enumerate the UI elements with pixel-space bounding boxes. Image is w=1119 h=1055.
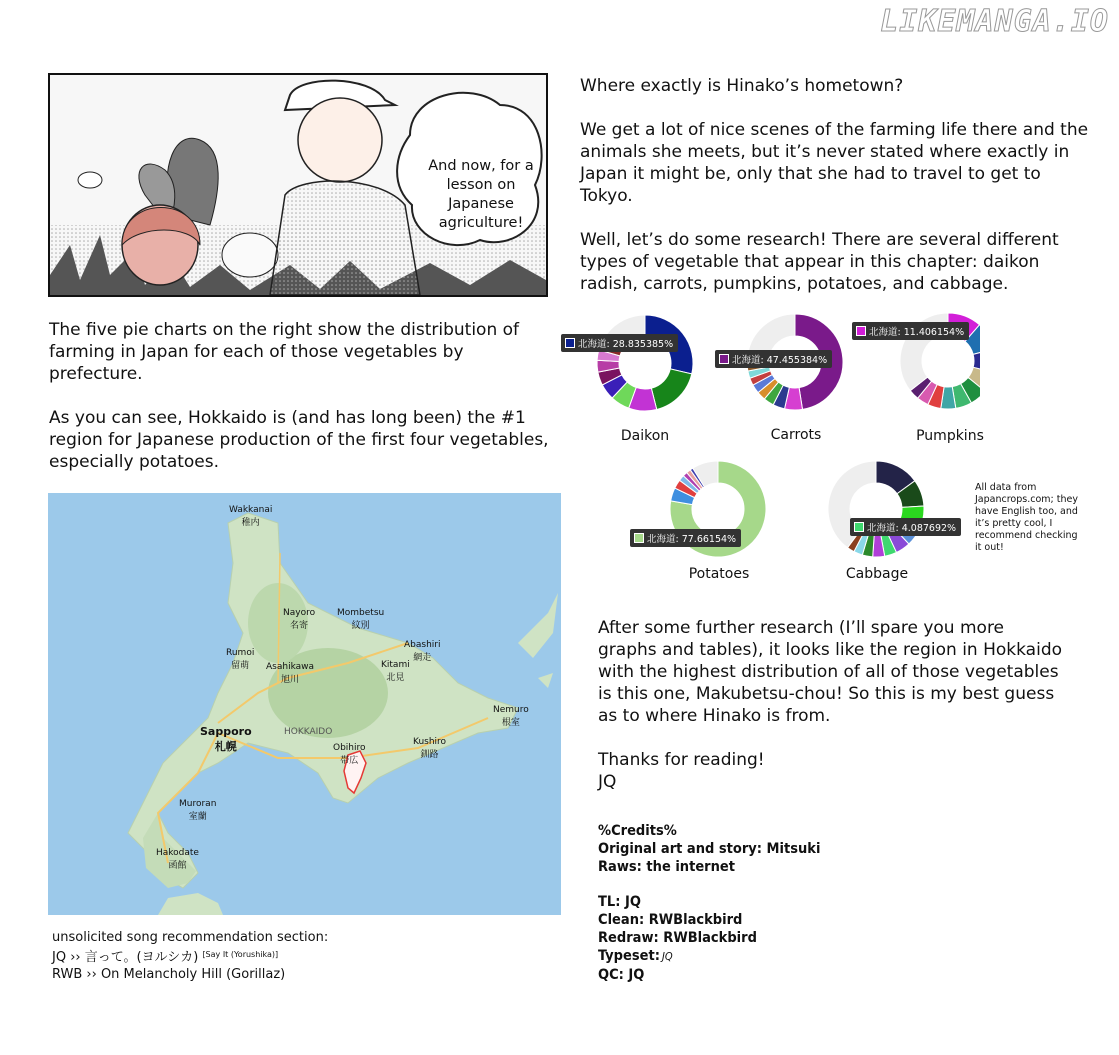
- pie-label-pumpkins: Pumpkins: [916, 428, 984, 444]
- credits-typeset: Typeset: JQ: [598, 948, 673, 964]
- intro-paragraph: We get a lot of nice scenes of the farming life there and the animals she meets, but it’s never stated where exactly in Japan it might be, only that she had to travel to get to Tokyo.: [580, 120, 1089, 206]
- tooltip-daikon: 北海道: 28.835385%: [561, 334, 678, 352]
- tooltip-pumpkins: 北海道: 11.406154%: [852, 322, 969, 340]
- map-label-wakkanai: Wakkanai 稚内: [229, 505, 273, 528]
- credits-tl: TL: JQ: [598, 894, 641, 910]
- pie-cabbage: [828, 461, 924, 557]
- song-heading: unsolicited song recommendation section:: [52, 930, 329, 945]
- manga-panel: [48, 73, 548, 297]
- map-label-muroran: Muroran 室蘭: [179, 799, 217, 822]
- thanks-line: Thanks for reading!: [598, 750, 765, 770]
- credits-title: %Credits%: [598, 823, 677, 839]
- map-label-abashiri: Abashiri 網走: [404, 640, 441, 663]
- hokkaido-explanation: As you can see, Hokkaido is (and has long been) the #1 region for Japanese production of the first four vegetables, especially potatoes.: [49, 408, 549, 472]
- conclusion-paragraph: After some further research (I’ll spare you more graphs and tables), it looks like the region in Hokkaido with the highest distribution of all of those vegetables is this one, Makubetsu-chou! So this is my best guess as to where Hinako is from.: [598, 618, 1063, 726]
- credits-art: Original art and story: Mitsuki: [598, 841, 821, 857]
- hokkaido-map: [48, 493, 561, 915]
- pie-label-carrots: Carrots: [770, 427, 822, 443]
- map-label-hokkaido: HOKKAIDO: [284, 727, 333, 737]
- tooltip-carrots: 北海道: 47.455384%: [715, 350, 832, 368]
- credits-clean: Clean: RWBlackbird: [598, 912, 743, 928]
- map-label-nayoro: Nayoro 名寄: [283, 608, 316, 631]
- song-section: [52, 929, 328, 983]
- site-watermark: LIKEMANGA.IO: [880, 4, 1109, 39]
- credits-redraw: Redraw: RWBlackbird: [598, 930, 757, 946]
- map-label-mombetsu: Mombetsu 紋別: [337, 608, 385, 631]
- pie-explanation: The five pie charts on the right show the distribution of farming in Japan for each of those vegetables by prefecture.: [49, 320, 520, 384]
- signature-line: JQ: [598, 772, 617, 792]
- pie-label-daikon: Daikon: [620, 428, 670, 444]
- pie-daikon: [597, 315, 693, 411]
- intro-question: Where exactly is Hinako’s hometown?: [580, 76, 904, 96]
- map-label-asahikawa: Asahikawa 旭川: [266, 662, 315, 685]
- map-label-sapporo: Sapporo 札幌: [200, 725, 252, 753]
- map-label-hakodate: Hakodate 函館: [156, 848, 199, 871]
- data-source-note: All data from Japancrops.com; they have English too, and it’s pretty cool, I recommend checking it out!: [975, 482, 1078, 553]
- map-art: [48, 493, 561, 915]
- tooltip-cabbage: 北海道: 4.087692%: [850, 518, 961, 536]
- song-line-jq: JQ ›› 言って。(ヨルシカ) [Say It (Yorushika)]: [52, 950, 279, 965]
- tooltip-potatoes: 北海道: 77.66154%: [630, 529, 741, 547]
- research-paragraph: Well, let’s do some research! There are several different types of vegetable that appear in this chapter: daikon radish, carrots, pumpkins, potatoes, and cabbage.: [580, 230, 1059, 294]
- map-label-kitami: Kitami 北見: [381, 660, 410, 683]
- song-line-rwb: RWB ›› On Melancholy Hill (Gorillaz): [52, 967, 286, 982]
- speech-bubble-text: And now, for a lesson on Japanese agriculture!: [428, 158, 534, 231]
- pie-label-cabbage: Cabbage: [845, 566, 909, 582]
- credits-raws: Raws: the internet: [598, 859, 735, 875]
- credits-qc: QC: JQ: [598, 967, 645, 983]
- typeset-signature: JQ: [661, 950, 673, 963]
- map-label-nemuro: Nemuro 根室: [493, 705, 529, 728]
- map-label-rumoi: Rumoi 留萌: [226, 648, 255, 671]
- credits: [598, 822, 820, 984]
- pie-label-potatoes: Potatoes: [688, 566, 750, 582]
- pie-slice: [651, 369, 691, 410]
- map-label-obihiro: Obihiro 帯広: [333, 743, 366, 766]
- map-label-kushiro: Kushiro 釧路: [413, 737, 447, 760]
